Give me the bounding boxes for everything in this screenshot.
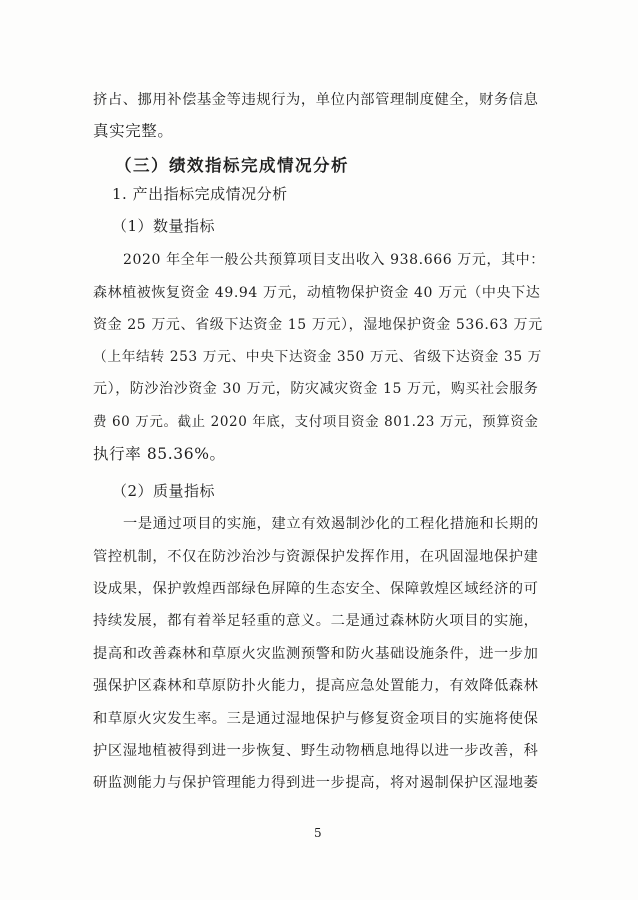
text-line: 研监测能力与保护管理能力得到进一步提高，将对遏制保护区湿地萎 — [93, 775, 539, 791]
text-line: 护区湿地植被得到进一步恢复、野生动物栖息地得以进一步改善，科 — [93, 743, 539, 759]
page-number: 5 — [314, 826, 322, 840]
text-line: 设成果，保护敦煌西部绿色屏障的生态安全、保障敦煌区域经济的可 — [93, 581, 539, 597]
text-line: 2020 年全年一般公共预算项目支出收入 938.666 万元，其中： — [123, 252, 545, 268]
text-line: 真实完整。 — [93, 122, 174, 140]
text-line: 挤占、挪用补偿基金等违规行为，单位内部管理制度健全，财务信息 — [93, 92, 539, 108]
subsection-heading: （1）数量指标 — [112, 217, 216, 235]
text-line: 强保护区森林和草原防扑火能力，提高应急处置能力，有效降低森林 — [93, 678, 539, 694]
subsection-heading: （2）质量指标 — [112, 482, 216, 500]
text-line: 森林植被恢复资金 49.94 万元，动植物保护资金 40 万元（中央下达 — [93, 285, 541, 301]
text-line: 资金 25 万元、省级下达资金 15 万元），湿地保护资金 536.63 万元 — [93, 317, 543, 333]
text-line: 元），防沙治沙资金 30 万元，防灾减灾资金 15 万元，购买社会服务 — [93, 381, 539, 397]
text-line: 持续发展，都有着举足轻重的意义。二是通过森林防火项目的实施， — [93, 613, 539, 629]
text-line: 执行率 85.36%。 — [93, 445, 226, 463]
section-heading: （三）绩效指标完成情况分析 — [115, 156, 349, 175]
text-line: 一是通过项目的实施，建立有效遏制沙化的工程化措施和长期的 — [123, 516, 539, 532]
text-line: （上年结转 253 万元、中央下达资金 350 万元、省级下达资金 35 万 — [93, 349, 543, 365]
subsection-heading: 1. 产出指标完成情况分析 — [112, 185, 288, 203]
text-line: 管控机制，不仅在防沙治沙与资源保护发挥作用，在巩固湿地保护建 — [93, 549, 539, 565]
text-line: 提高和改善森林和草原火灾监测预警和防火基础设施条件，进一步加 — [93, 646, 539, 662]
text-line: 费 60 万元。截止 2020 年底，支付项目资金 801.23 万元，预算资金 — [93, 414, 539, 430]
text-line: 和草原火灾发生率。三是通过湿地保护与修复资金项目的实施将使保 — [93, 711, 539, 727]
